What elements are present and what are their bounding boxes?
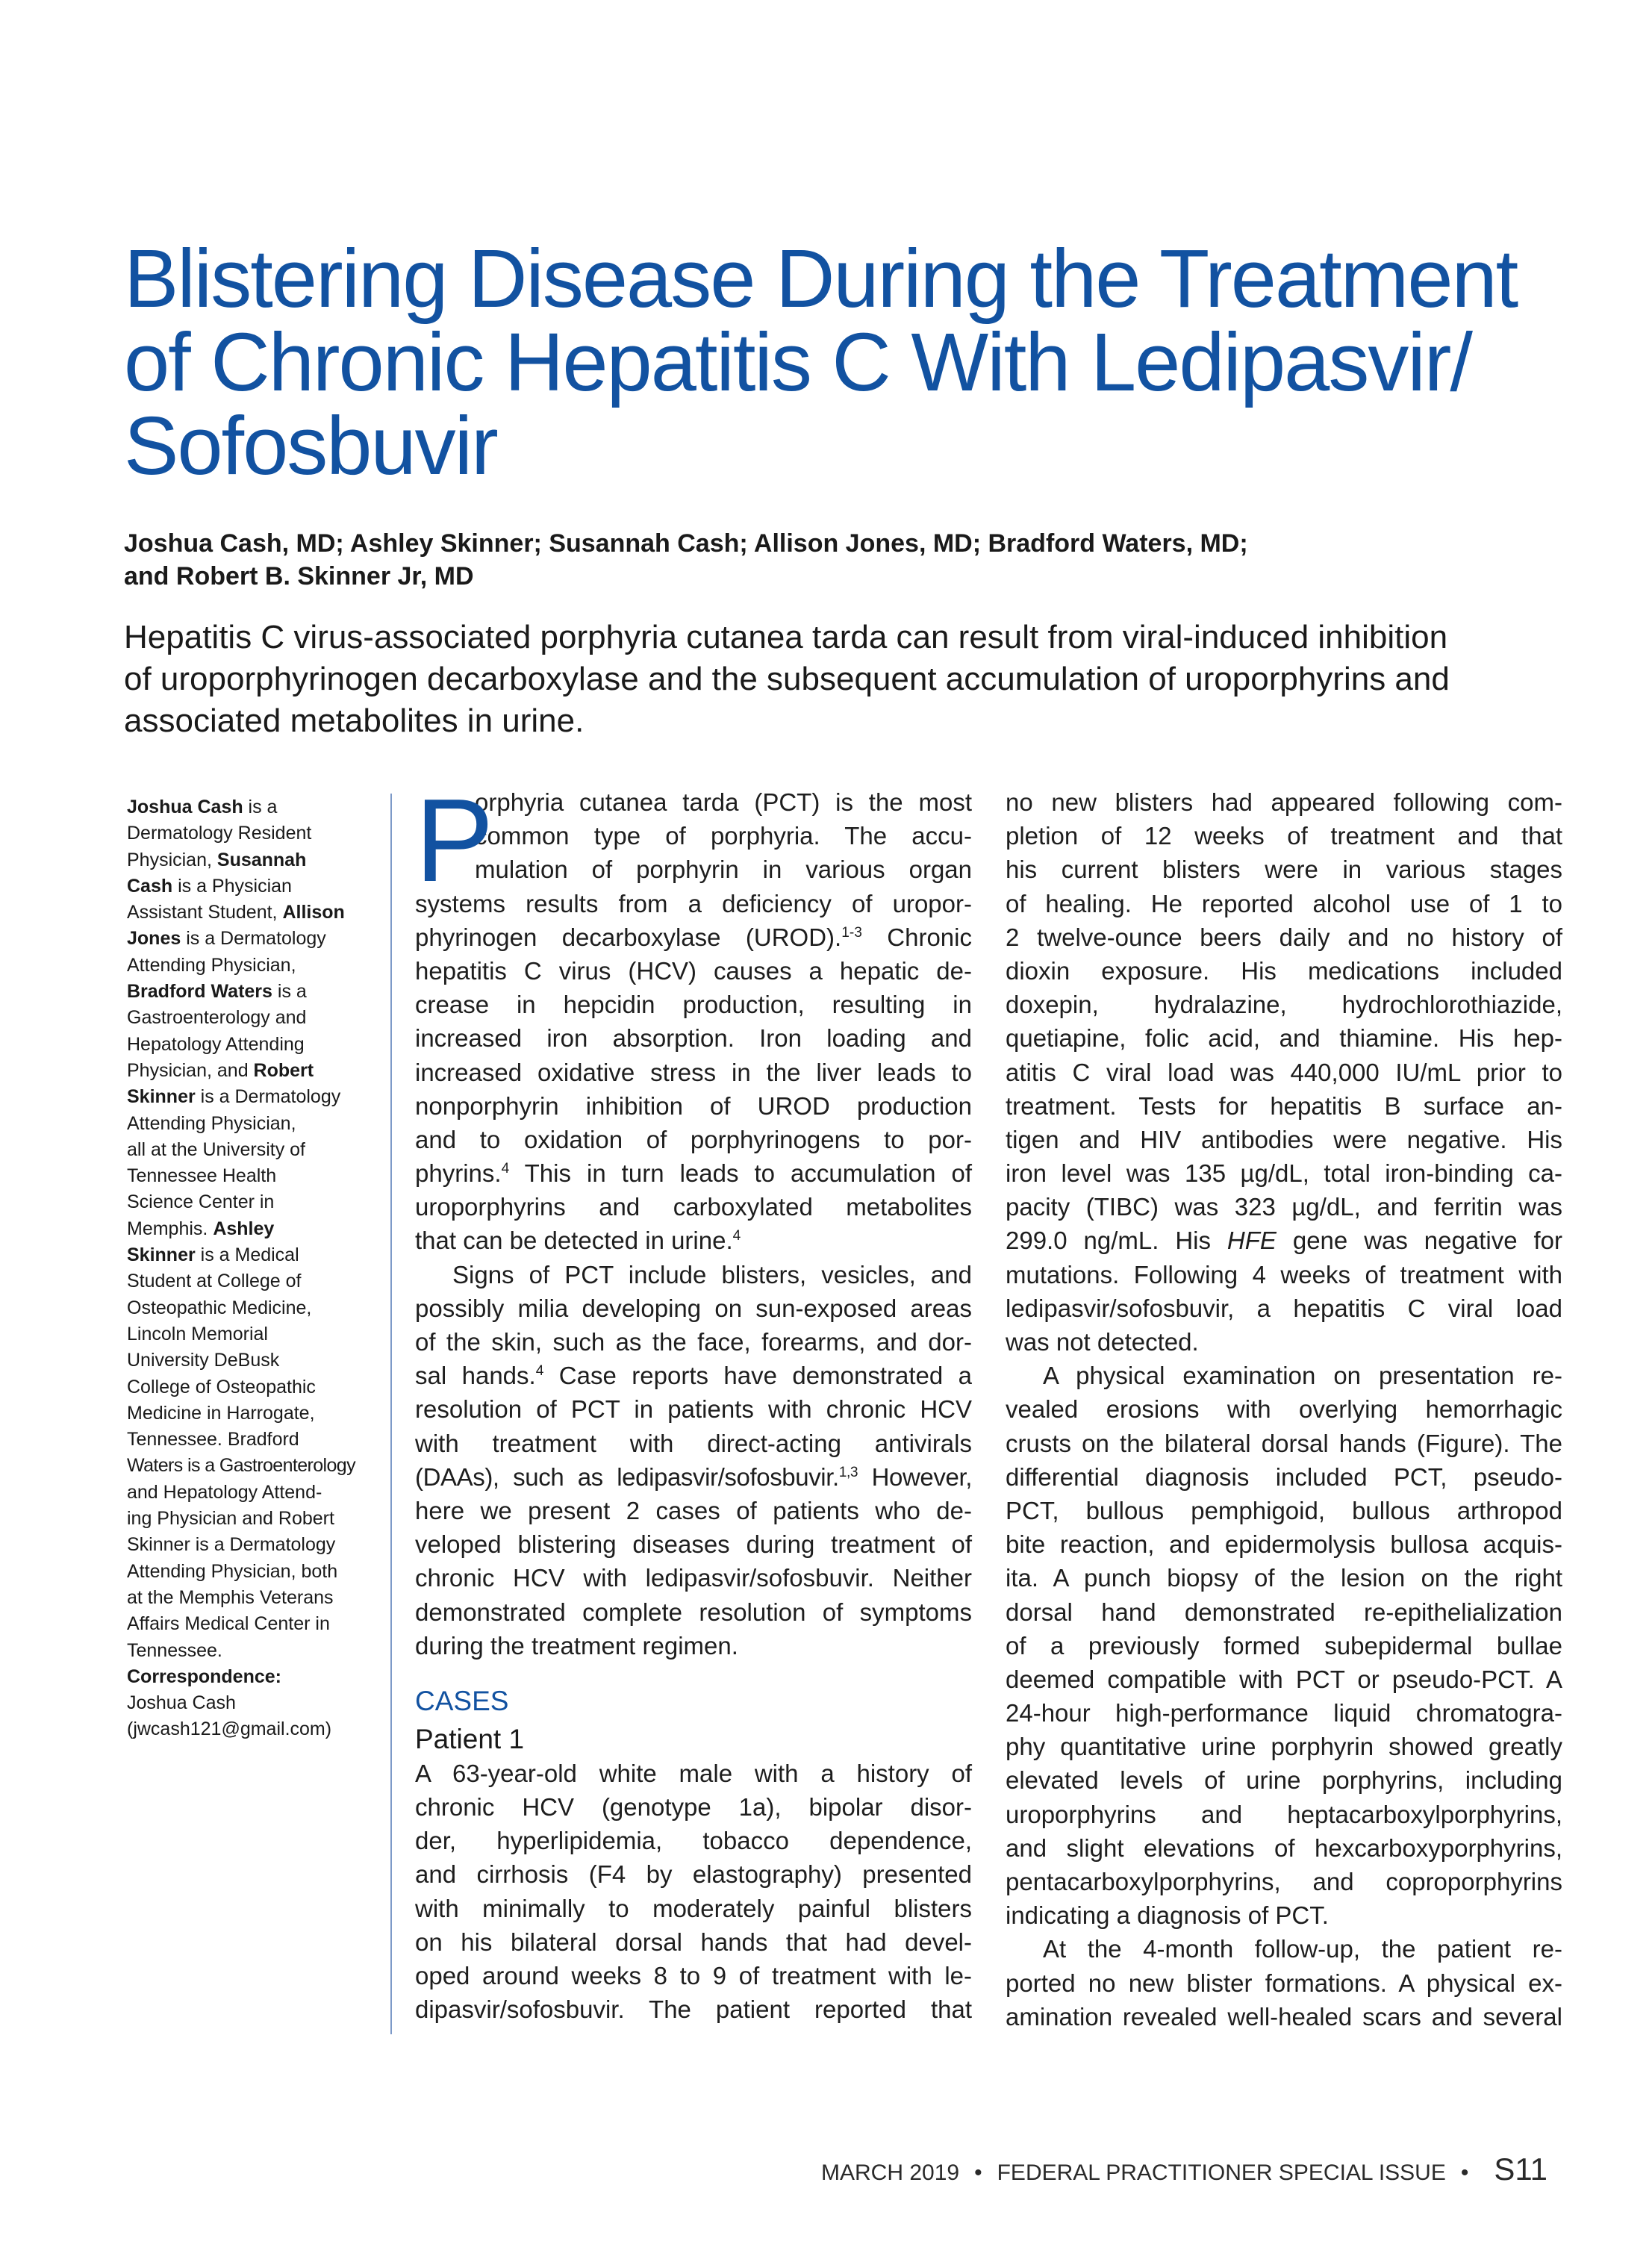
affiliation-line: Affairs Medical Center in [127, 1613, 330, 1635]
text-line: and slight elevations of hexcarboxyporphyrins, [1006, 1833, 1562, 1862]
affiliation-line: Memphis. Ashley [127, 1218, 275, 1239]
body-column-1 [415, 775, 972, 2026]
text-line: dioxin exposure. His medications included [1006, 956, 1562, 985]
text-line: differential diagnosis included PCT, pseudo- [1006, 1462, 1562, 1491]
text-line: and cirrhosis (F4 by elastography) presented [415, 1860, 972, 1889]
text-line: crease in hepcidin production, resulting in [415, 991, 972, 1019]
affiliation-line: Skinner is a Medical [127, 1244, 299, 1266]
text-line: orphyria cutanea tarda (PCT) is the most [475, 788, 972, 816]
section-gap [415, 1663, 972, 1677]
text-line: with minimally to moderately painful blisters [415, 1894, 972, 1922]
subsection-heading-patient-1: Patient 1 [415, 1723, 525, 1754]
body-column-2 [1006, 785, 1562, 2034]
text-line: phy quantitative urine porphyrin showed greatly [1006, 1733, 1562, 1761]
author-list [124, 527, 1587, 593]
text-line: deemed compatible with PCT or pseudo-PCT. A [1006, 1665, 1562, 1693]
text-line: pentacarboxylporphyrins, and coproporphyrins [1006, 1868, 1562, 1895]
text-line: that can be detected in urine.$^4$ [415, 1227, 741, 1255]
text-line: no new blisters had appeared following com- [1006, 788, 1562, 816]
affiliation-line: Medicine in Harrogate, [127, 1402, 315, 1424]
journal-name: FEDERAL PRACTITIONER SPECIAL ISSUE [997, 2160, 1446, 2185]
column-divider [390, 794, 392, 2034]
author-line: and Robert B. Skinner Jr, MD [124, 562, 474, 591]
text-line: and to oxidation of porphyrinogens to por- [415, 1125, 972, 1153]
text-line: indicating a diagnosis of PCT. [1006, 1901, 1329, 1930]
text-line: common type of porphyria. The accu- [475, 822, 972, 850]
page-number: S11 [1494, 2151, 1547, 2187]
text-line: ledipasvir/sofosbuvir, a hepatitis C viral load [1006, 1294, 1562, 1322]
abstract [124, 617, 1587, 742]
text-line: Signs of PCT include blisters, vesicles, and [452, 1260, 972, 1289]
affiliation-line: Science Center in [127, 1191, 275, 1213]
affiliation-line: Physician, and Robert [127, 1059, 314, 1081]
text-line: pacity (TIBC) was 323 µg/dL, and ferritin was [1006, 1193, 1562, 1221]
text-line: amination revealed well-healed scars and several [1006, 2002, 1562, 2031]
text-line: 299.0 ng/mL. His HFE gene was negative for [1006, 1227, 1563, 1255]
title-line: Blistering Disease During the Treatment [124, 233, 1518, 325]
affiliation-line: Tennessee Health [127, 1165, 277, 1187]
affiliation-line: Joshua Cash is a [127, 797, 278, 817]
abstract-line: associated metabolites in urine. [124, 702, 585, 739]
text-line: tigen and HIV antibodies were negative. His [1006, 1125, 1562, 1153]
text-line: der, hyperlipidemia, tobacco dependence, [415, 1827, 972, 1855]
text-line: atitis C viral load was 440,000 IU/mL prior to [1006, 1058, 1562, 1086]
text-line: hepatitis C virus (HCV) causes a hepatic de- [415, 956, 972, 985]
affiliation-line: Attending Physician, [127, 954, 296, 976]
affiliation-line: Gastroenterology and [127, 1007, 307, 1029]
page-footer [821, 2151, 1547, 2187]
text-line: dorsal hand demonstrated re-epithelialization [1006, 1598, 1562, 1626]
issue-date: MARCH 2019 [821, 2160, 960, 2185]
text-line: nonporphyrin inhibition of UROD production [415, 1091, 972, 1120]
text-line: of a previously formed subepidermal bullae [1006, 1631, 1562, 1660]
text-line: veloped blistering diseases during treatment of [415, 1530, 972, 1559]
text-line: during the treatment regimen. [415, 1631, 738, 1660]
affiliation-line: Lincoln Memorial [127, 1323, 268, 1344]
affiliation-line: Bradford Waters is a [127, 981, 307, 1003]
text-line: on his bilateral dorsal hands that had devel- [415, 1928, 972, 1956]
article-title [124, 233, 1587, 492]
text-line: increased oxidative stress in the liver leads to [415, 1058, 972, 1086]
correspondence-label: Correspondence: [127, 1665, 281, 1687]
text-line: crusts on the bilateral dorsal hands (Figure). The [1006, 1429, 1562, 1457]
text-line: of the skin, such as the face, forearms, and dor- [415, 1328, 972, 1356]
correspondence-name: Joshua Cash [127, 1692, 236, 1714]
text-line: ported no new blister formations. A physical ex- [1006, 1969, 1562, 1997]
text-line: vealed erosions with overlying hemorrhagic [1006, 1395, 1562, 1424]
drop-cap: P [415, 775, 494, 906]
text-line: PCT, bullous pemphigoid, bullous arthropod [1006, 1496, 1562, 1524]
author-line: Joshua Cash, MD; Ashley Skinner; Susannah Cash; Allison Jones, MD; Bradford Waters, MD; [124, 529, 1248, 558]
affiliation-line: University DeBusk [127, 1350, 280, 1371]
text-line: A 63-year-old white male with a history of [415, 1759, 972, 1787]
text-line: iron level was 135 µg/dL, total iron-binding ca- [1006, 1159, 1562, 1188]
affiliation-line: all at the University of [127, 1138, 305, 1160]
text-line: quetiapine, folic acid, and thiamine. His hep- [1006, 1024, 1562, 1053]
text-line: mutations. Following 4 weeks of treatment with [1006, 1260, 1562, 1289]
text-line: At the 4-month follow-up, the patient re- [1043, 1935, 1562, 1963]
affiliation-line: ing Physician and Robert [127, 1508, 334, 1530]
text-line: systems results from a deficiency of uropor- [415, 889, 972, 917]
title-line: of Chronic Hepatitis C With Ledipasvir/ [124, 317, 1471, 408]
text-line: ita. A punch biopsy of the lesion on the right [1006, 1564, 1562, 1592]
section-heading-cases: CASES [415, 1685, 509, 1716]
text-line: sal hands.$^4$ Case reports have demonstrated a [415, 1362, 972, 1390]
affiliation-line: Waters is a Gastroenterology [127, 1455, 356, 1477]
text-line: elevated levels of urine porphyrins, including [1006, 1766, 1562, 1795]
affiliation-line: Attending Physician, both [127, 1560, 338, 1582]
text-line: oped around weeks 8 to 9 of treatment with le- [415, 1962, 972, 1989]
text-line: demonstrated complete resolution of symptoms [415, 1598, 972, 1626]
title-line: Sofosbuvir [124, 400, 497, 492]
affiliation-line: Assistant Student, Allison [127, 902, 345, 923]
text-line: mulation of porphyrin in various organ [475, 856, 972, 884]
text-line: dipasvir/sofosbuvir. The patient reported that [415, 1995, 972, 2024]
affiliation-line: Hepatology Attending [127, 1033, 305, 1055]
affiliation-line: and Hepatology Attend- [127, 1481, 322, 1503]
affiliation-line: Dermatology Resident [127, 823, 312, 844]
text-line: bite reaction, and epidermolysis bullosa acquis- [1006, 1530, 1562, 1559]
text-line: treatment. Tests for hepatitis B surface an- [1006, 1091, 1562, 1120]
text-line: was not detected. [1006, 1328, 1199, 1356]
text-line: resolution of PCT in patients with chronic HCV [415, 1395, 972, 1424]
footer-separator: • [974, 2160, 982, 2185]
affiliation-line: Attending Physician, [127, 1112, 296, 1134]
text-line: chronic HCV (genotype 1a), bipolar disor- [415, 1793, 972, 1822]
affiliation-line: Skinner is a Dermatology [127, 1534, 336, 1556]
affiliation-line: Jones is a Dermatology [127, 928, 326, 950]
text-line: 24-hour high-performance liquid chromatogra- [1006, 1699, 1562, 1727]
abstract-line: Hepatitis C virus-associated porphyria cutanea tarda can result from viral-induced inhibition [124, 619, 1448, 655]
text-line: (DAAs), such as ledipasvir/sofosbuvir.$^{1,3}$ However, [415, 1462, 972, 1491]
text-line: of healing. He reported alcohol use of 1 to [1006, 889, 1562, 917]
text-line: phyrinogen decarboxylase (UROD).$^{1-3}$ Chronic [415, 923, 972, 951]
affiliation-line: Tennessee. Bradford [127, 1429, 299, 1450]
affiliation-line: Cash is a Physician [127, 875, 292, 897]
affiliation-line: Student at College of [127, 1271, 302, 1292]
footer-separator: • [1460, 2160, 1469, 2185]
affiliation-line: at the Memphis Veterans [127, 1586, 334, 1608]
abstract-line: of uroporphyrinogen decarboxylase and the subsequent accumulation of uroporphyrins and [124, 661, 1450, 697]
text-line: with treatment with direct-acting antivirals [415, 1429, 972, 1457]
affiliation-line: Tennessee. [127, 1639, 222, 1661]
affiliation-line: Skinner is a Dermatology [127, 1086, 341, 1108]
author-affiliations [127, 794, 381, 1743]
affiliation-line: Osteopathic Medicine, [127, 1297, 312, 1318]
text-line: possibly milia developing on sun-exposed areas [415, 1294, 972, 1322]
text-line: here we present 2 cases of patients who de- [415, 1496, 972, 1524]
text-line: uroporphyrins and carboxylated metabolites [415, 1193, 972, 1221]
text-line: A physical examination on presentation re- [1043, 1362, 1562, 1390]
text-line: 2 twelve-ounce beers daily and no history of [1006, 923, 1562, 951]
text-line: his current blisters were in various stages [1006, 856, 1562, 884]
text-line: chronic HCV with ledipasvir/sofosbuvir. Neither [415, 1564, 972, 1592]
correspondence-email: (jwcash121@gmail.com) [127, 1719, 332, 1740]
affiliation-line: College of Osteopathic [127, 1376, 316, 1397]
text-line: uroporphyrins and heptacarboxylporphyrins, [1006, 1800, 1562, 1828]
text-line: pletion of 12 weeks of treatment and that [1006, 822, 1562, 850]
text-line: increased iron absorption. Iron loading and [415, 1024, 972, 1053]
affiliation-line: Physician, Susannah [127, 849, 307, 870]
text-line: phyrins.$^4$ This in turn leads to accumulation of [415, 1159, 972, 1188]
text-line: doxepin, hydralazine, hydrochlorothiazide, [1006, 991, 1562, 1019]
